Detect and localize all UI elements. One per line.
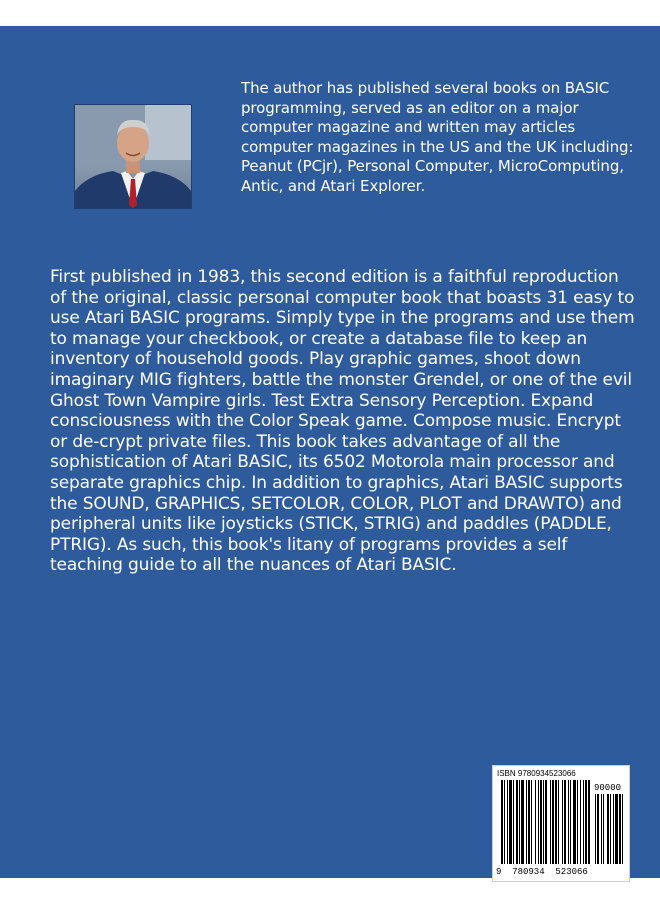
price-code: 90000: [594, 783, 622, 793]
isbn-barcode: [492, 765, 630, 882]
isbn-label: ISBN 9780934523066: [497, 769, 576, 778]
author-photo-icon: [75, 105, 191, 208]
author-bio: The author has published several books on BASIC programming, served as an editor on a major computer magazine and written may articles computer magazines in the US and the UK including: Peanut (PCjr), Personal Computer, MicroComputing, Antic, and Atari Explorer.: [241, 79, 634, 195]
back-cover: [0, 26, 660, 878]
book-description: First published in 1983, this second edition is a faithful reproduction of the original, classic personal computer book that boasts 31 easy to use Atari BASIC programs. Simply type in the programs and use them to manage your checkbook, or create a database file to keep an inventory of household goods. Play graphic games, shoot down imaginary MIG fighters, battle the monster Grendel, or one of the evil Ghost Town Vampire girls. Test Extra Sensory Perception. Expand consciousness with the Color Speak game. Compose music. Encrypt or de-crypt private files. This book takes advantage of all the sophistication of Atari BASIC, its 6502 Motorola main processor and separate graphics chip. In addition to graphics, Atari BASIC supports the SOUND, GRAPHICS, SETCOLOR, COLOR, PLOT and DRAWTO) and peripheral units like joysticks (STICK, STRIG) and paddles (PADDLE, PTRIG). As such, this book's litany of programs provides a self teaching guide to all the nuances of Atari BASIC.: [50, 267, 635, 576]
barcode-digits: 9 780934 523066: [496, 867, 588, 877]
author-photo: [74, 104, 192, 209]
barcode-bars-icon: [497, 780, 625, 868]
